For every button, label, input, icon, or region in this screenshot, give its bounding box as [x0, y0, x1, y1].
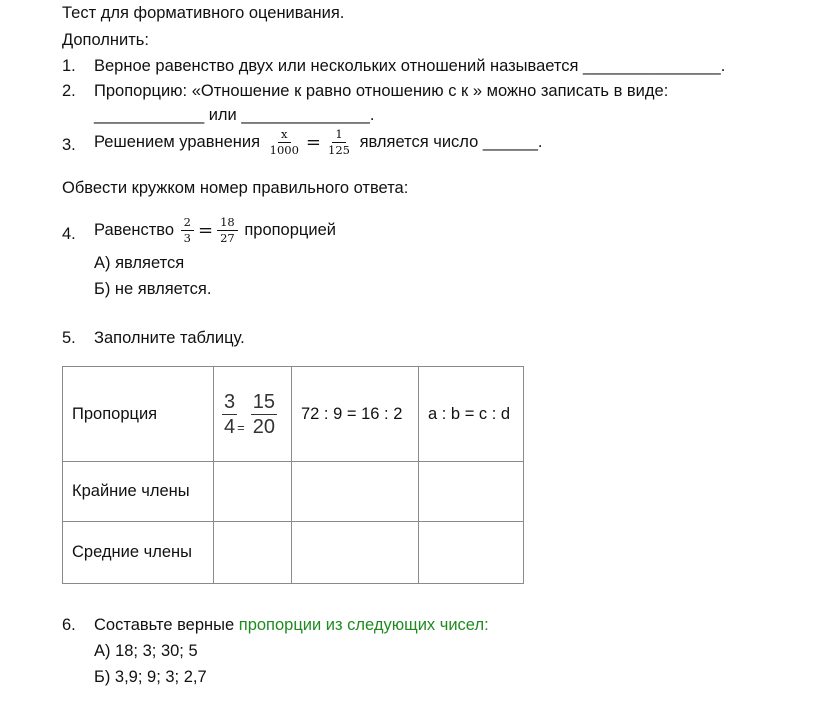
fraction-denominator: 125	[328, 143, 350, 157]
row-label-proportion: Пропорция	[63, 367, 214, 462]
proportion-image-cell	[214, 367, 292, 462]
answer-cell[interactable]	[292, 522, 419, 584]
question-6-option-a: А) 18; 3; 30; 5	[94, 642, 198, 660]
question-6-text	[94, 614, 489, 636]
question-4-option-b[interactable]: Б) не является.	[94, 280, 212, 298]
table-row	[63, 522, 524, 584]
row-label-means: Средние члены	[63, 522, 214, 584]
answer-cell[interactable]	[419, 522, 524, 584]
question-6-number: 6.	[62, 616, 76, 634]
question-2-blanks: ____________ или ______________.	[94, 106, 375, 124]
question-3-before: Решением уравнения	[94, 132, 261, 151]
proportion-table	[62, 366, 524, 584]
proportion-a-b-c-d: a : b = c : d	[419, 367, 524, 462]
equals-sign: =	[198, 219, 214, 241]
fraction-3-over-4	[222, 390, 237, 439]
fraction-denominator: 3	[183, 231, 191, 245]
fraction-numerator: 18	[217, 216, 238, 231]
proportion-72-9-16-2: 72 : 9 = 16 : 2	[292, 367, 419, 462]
fraction-2-over-3	[181, 216, 194, 245]
question-6-option-b: Б) 3,9; 9; 3; 2,7	[94, 668, 207, 686]
fraction-denominator: 1000	[269, 143, 299, 157]
question-6-text-green: пропорции из следующих чисел	[238, 616, 485, 634]
fraction-denominator: 20	[252, 415, 275, 438]
fraction-numerator: 2	[181, 216, 194, 231]
question-2-text: Пропорцию: «Отношение к равно отношению с к » можно записать в виде:	[94, 82, 669, 100]
question-4-body	[94, 216, 336, 245]
row-label-extremes: Крайние члены	[63, 462, 214, 522]
fraction-numerator: 15	[252, 390, 275, 413]
fraction-numerator: 3	[224, 390, 236, 413]
question-4-number: 4.	[62, 225, 76, 243]
question-5-text: Заполните таблицу.	[94, 329, 245, 347]
answer-cell[interactable]	[214, 462, 292, 522]
equals-sign: =	[305, 131, 322, 153]
question-4-option-a[interactable]: А) является	[94, 254, 185, 272]
question-3-number: 3.	[62, 136, 76, 154]
question-4-before: Равенство	[94, 220, 175, 239]
answer-cell[interactable]	[419, 462, 524, 522]
question-3-after: является число ______.	[359, 132, 543, 151]
answer-cell[interactable]	[214, 522, 292, 584]
section2-heading: Обвести кружком номер правильного ответа:	[62, 179, 409, 197]
question-5-number: 5.	[62, 329, 76, 347]
fraction-denominator: 27	[220, 231, 235, 245]
table-row	[63, 462, 524, 522]
question-2-number: 2.	[62, 82, 76, 100]
question-4-after: пропорцией	[244, 220, 336, 239]
fraction-denominator: 4	[224, 415, 236, 438]
fraction-1-over-125	[325, 128, 353, 157]
fraction-x-over-1000	[267, 128, 302, 157]
section1-heading: Дополнить:	[62, 31, 149, 49]
fraction-3-4-equals-15-20	[218, 388, 281, 440]
question-3-body	[94, 128, 543, 157]
question-1-number: 1.	[62, 57, 76, 75]
test-title: Тест для формативного оценивания.	[62, 4, 345, 22]
fraction-numerator: 1	[332, 128, 345, 143]
fraction-18-over-27	[217, 216, 238, 245]
question-6-text-black: Составьте верные	[94, 616, 239, 634]
fraction-15-over-20	[251, 390, 277, 439]
equals-sign: =	[237, 420, 245, 435]
question-6-colon: :	[484, 616, 489, 634]
fraction-numerator: x	[278, 128, 291, 143]
answer-cell[interactable]	[292, 462, 419, 522]
question-1-text: Верное равенство двух или нескольких отношений называется _______________.	[94, 57, 726, 75]
table-row	[63, 367, 524, 462]
